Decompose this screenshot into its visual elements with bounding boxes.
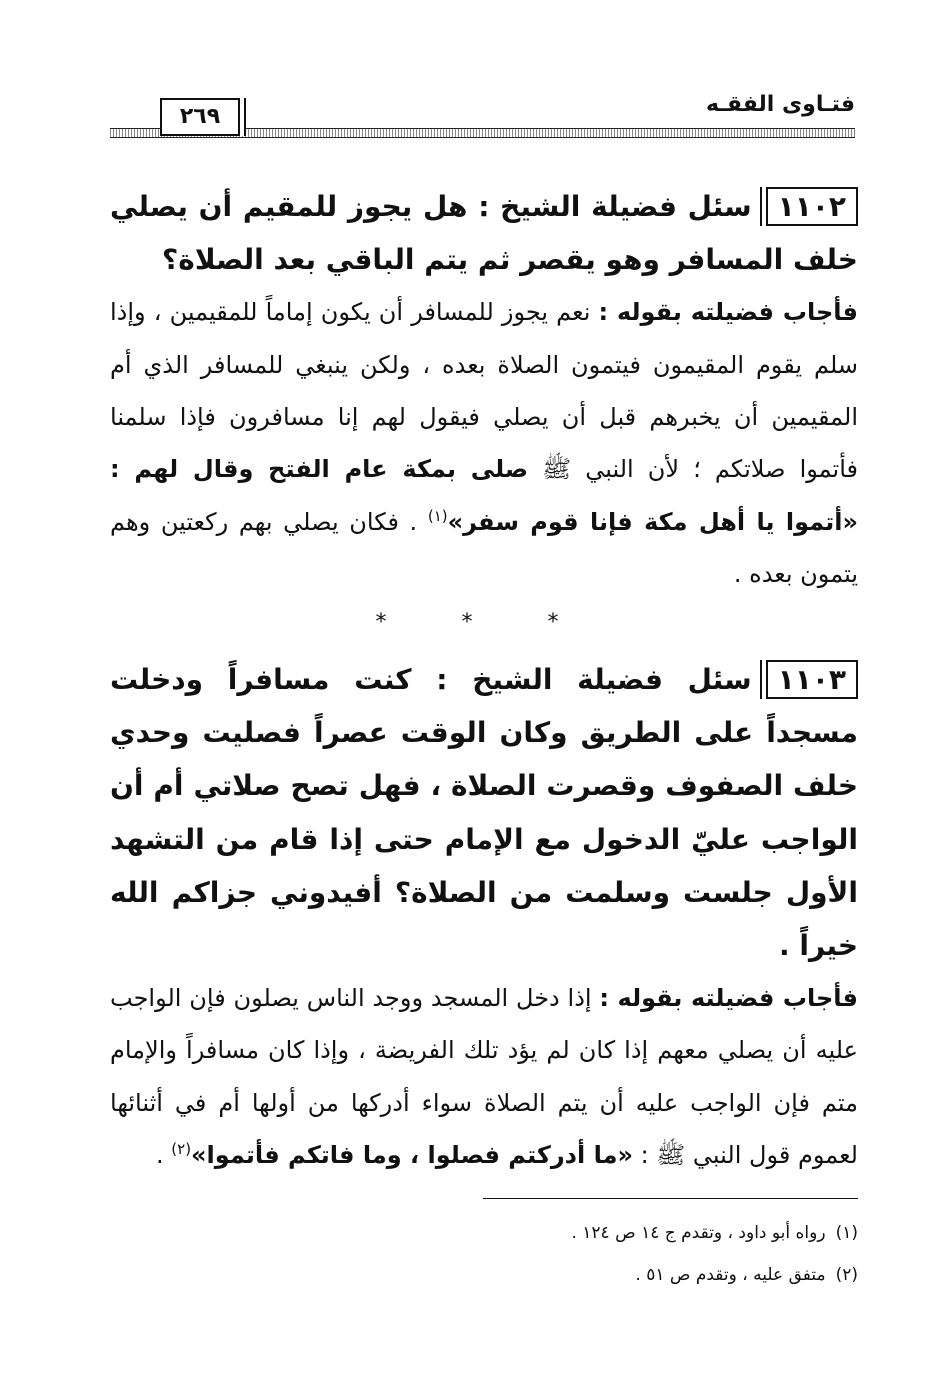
footnote-1-text: رواه أبو داود ، وتقدم ج ١٤ ص ١٢٤ . <box>571 1223 826 1243</box>
fatwa-1103-answer-end: . <box>155 1141 164 1170</box>
book-title: فتـاوى الفقـه <box>706 92 855 117</box>
footnote-ref-1: (١) <box>427 506 448 525</box>
fatwa-1102-answer-lead: فأجاب فضيلته بقوله : <box>598 298 858 327</box>
fatwa-1102-answer-end: . فكان يصلي بهم ركعتين وهم يتمون بعده . <box>110 507 858 588</box>
fatwa-1103-question <box>110 653 858 972</box>
fatwa-1103-answer <box>110 972 858 1181</box>
fatwa-1102-answer <box>110 286 858 600</box>
footnotes <box>110 1198 858 1292</box>
fatwa-1103-answer-lead: فأجاب فضيلته بقوله : <box>599 984 858 1013</box>
footnote-2 <box>110 1259 858 1291</box>
footnote-1-mark: (١) <box>835 1223 858 1243</box>
footnote-2-mark: (٢) <box>835 1265 858 1286</box>
footnote-ref-2: (٢) <box>171 1140 192 1159</box>
fatwa-1102-question-text: سئل فضيلة الشيخ : هل يجوز للمقيم أن يصلي خلف المسافر وهو يقصر ثم يتم الباقي بعد الصلاة؟ <box>110 190 858 277</box>
page-number: ٢٦٩ <box>160 98 240 136</box>
footnote-rule <box>483 1198 858 1199</box>
page-body <box>110 180 858 1181</box>
page-header <box>110 92 855 144</box>
fatwa-1103-answer-text: إذا دخل المسجد ووجد الناس يصلون فإن الواجب عليه أن يصلي معهم إذا كان لم يؤد تلك الفريضة ، وإذا كان مسافراً والإمام متم فإن الواجب عليه أن يتم الصلاة سواء أدركها من أولها أم في أثنائها لعموم قول النبي ﷺ : <box>110 984 858 1170</box>
fatwa-1102-answer-text: نعم يجوز للمسافر أن يكون إماماً للمقيمين ، وإذا سلم يقوم المقيمون فيتمون الصلاة بعده ، ولكن ينبغي للمسافر الذي أم المقيمين أن يخبرهم قبل أن يصلي فيقول لهم إنا مسافرون فإذا سلمنا فأتموا صلاتكم ؛ لأن النبي ﷺ <box>110 298 858 484</box>
fatwa-1102-question <box>110 180 858 286</box>
footnote-1 <box>110 1217 858 1249</box>
fatwa-number-1103: ١١٠٣ <box>766 660 858 699</box>
section-separator: * * * <box>375 610 593 636</box>
fatwa-1103-hadith: «ما أدركتم فصلوا ، وما فاتكم فأتموا» <box>191 1141 633 1170</box>
fatwa-number-1102: ١١٠٢ <box>766 187 858 226</box>
footnote-2-text: متفق عليه ، وتقدم ص ٥١ . <box>635 1265 826 1286</box>
fatwa-1103-question-text: سئل فضيلة الشيخ : كنت مسافراً ودخلت مسجداً على الطريق وكان الوقت عصراً فصليت وحدي خلف الصفوف وقصرت الصلاة ، فهل تصح صلاتي أم أن الواجب عليّ الدخول مع الإمام حتى إذا قام من التشهد الأول جلست وسلمت من الصلاة؟ أفيدوني جزاكم الله خيراً . <box>110 663 858 962</box>
fatwa-1102-hadith: صلى بمكة عام الفتح وقال لهم : «أتموا يا أهل مكة فإنا قوم سفر» <box>110 455 858 536</box>
